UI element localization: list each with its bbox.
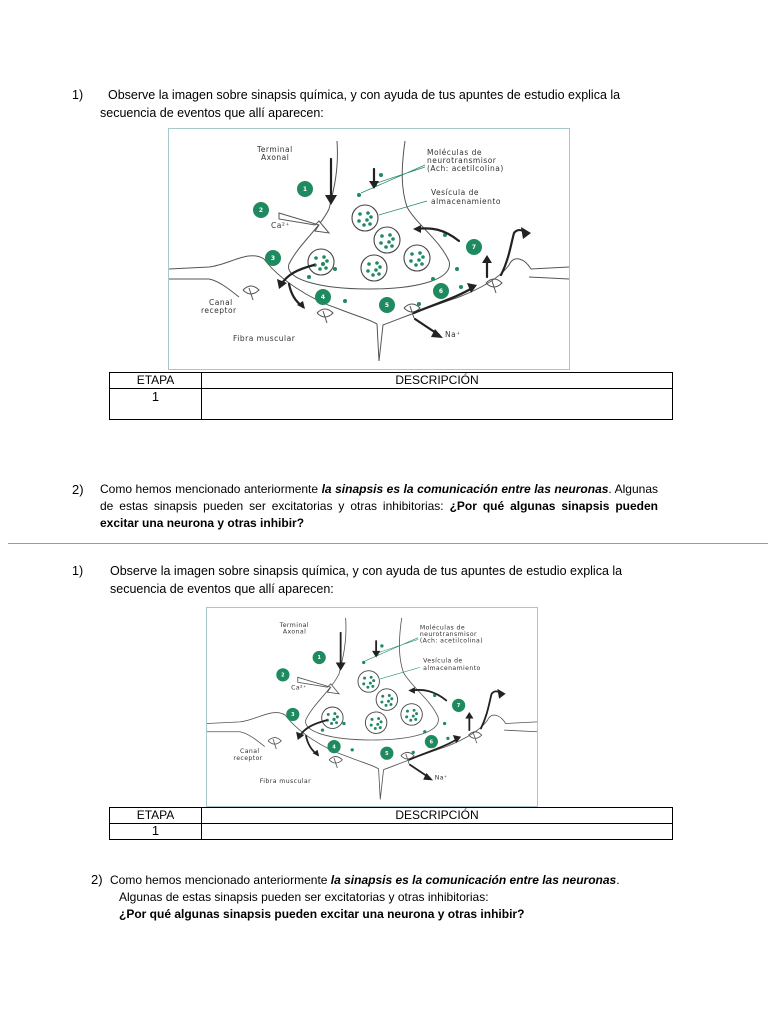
question-line-2: Algunas de estas sinapsis pueden ser excitatorias y otras inhibitorias: <box>119 890 489 904</box>
neurotransmitter-dot <box>327 713 330 716</box>
step-number-label: 2 <box>258 207 264 214</box>
neurotransmitter-dot <box>376 723 379 726</box>
neurotransmitter-dot <box>366 211 370 215</box>
neurotransmitter-dot <box>421 255 425 259</box>
neurotransmitter-dot <box>366 269 370 273</box>
neurotransmitter-dot <box>414 263 418 267</box>
neurotransmitter-dot <box>366 686 369 689</box>
neurotransmitter-dot <box>371 273 375 277</box>
step-number-label: 7 <box>471 244 477 251</box>
table-cell-etapa: 1 <box>110 824 202 840</box>
neurotransmitter-dot <box>322 255 326 259</box>
neurotransmitter-dot <box>379 241 383 245</box>
section-divider <box>8 543 768 544</box>
question-emphasis: la sinapsis es la comunicación entre las neuronas <box>321 482 609 496</box>
vesicle <box>376 689 397 710</box>
table-header-etapa: ETAPA <box>110 373 202 389</box>
question-text-cont: . Algunas de estas sinapsis pueden ser excitatorias y otras inhibitorias: <box>100 482 658 513</box>
receptor-channel-icon <box>486 279 502 293</box>
neurotransmitter-dot <box>363 677 366 680</box>
question-line-2: secuencia de eventos que allí aparecen: <box>110 582 334 596</box>
neurotransmitter-dot <box>409 719 412 722</box>
neurotransmitter-dot <box>357 219 361 223</box>
question-text-cont: . <box>616 873 620 887</box>
vesicle <box>401 704 422 725</box>
neurotransmitter-dot <box>390 244 394 248</box>
question-text: Como hemos mencionado anteriormente <box>100 482 322 496</box>
step-number-label: 2 <box>281 672 285 679</box>
neurotransmitter-dot <box>321 728 324 731</box>
neurotransmitter-dot <box>374 268 378 272</box>
question-number: 2) <box>91 872 103 887</box>
label-canal: Canal <box>240 748 260 756</box>
neurotransmitter-dot <box>387 240 391 244</box>
neurotransmitter-dot <box>390 697 393 700</box>
neurotransmitter-dot <box>405 715 408 718</box>
step-number-label: 5 <box>385 750 389 757</box>
label-axonal: Axonal <box>261 153 290 162</box>
neurotransmitter-dot <box>415 712 418 715</box>
neurotransmitter-dot <box>377 272 381 276</box>
question-1-bottom <box>72 562 672 602</box>
neurotransmitter-dot <box>333 712 336 715</box>
neurotransmitter-dot <box>423 730 426 733</box>
receptor-channel-icon <box>329 757 342 769</box>
step-number-label: 1 <box>302 186 308 193</box>
table-header-etapa: ETAPA <box>110 808 202 824</box>
neurotransmitter-dot <box>380 234 384 238</box>
label-neurotransmisor: neurotransmisor <box>427 156 497 165</box>
arrowhead-icon <box>497 689 505 699</box>
question-line-2: secuencia de eventos que allí aparecen: <box>100 106 324 120</box>
neurotransmitter-dot <box>314 256 318 260</box>
step-number-label: 6 <box>429 739 434 746</box>
arrowhead-icon <box>336 662 346 670</box>
label-ach: (Ach: acetilcolina) <box>419 637 484 645</box>
label-calcium: Ca²⁺ <box>271 221 290 230</box>
neurotransmitter-dot <box>368 222 372 226</box>
arrowhead-icon <box>372 651 380 658</box>
neurotransmitter-dot <box>385 704 388 707</box>
neurotransmitter-dot <box>371 685 374 688</box>
neurotransmitter-dot <box>388 694 391 697</box>
step-number-label: 3 <box>270 255 276 262</box>
neurotransmitter-dot <box>431 277 435 281</box>
vesicle <box>374 227 400 253</box>
neurotransmitter-dot <box>412 715 415 718</box>
arrowhead-icon <box>467 283 477 293</box>
neurotransmitter-dot <box>318 267 322 271</box>
neurotransmitter-dot <box>377 717 380 720</box>
muscle-fold <box>529 277 569 279</box>
arrowhead-icon <box>465 712 473 719</box>
label-neurotransmisor: neurotransmisor <box>419 631 477 639</box>
neurotransmitter-dot <box>391 237 395 241</box>
neurotransmitter-dot <box>446 737 449 740</box>
muscle-fold <box>207 732 265 747</box>
label-sodium: Na⁺ <box>434 774 448 782</box>
neurotransmitter-dot <box>418 251 422 255</box>
question-emphasis: la sinapsis es la comunicación entre las neuronas <box>330 873 617 887</box>
neurotransmitter-dot <box>307 275 311 279</box>
neurotransmitter-dot <box>332 718 335 721</box>
neurotransmitter-dot <box>380 644 383 647</box>
question-2-top <box>72 481 658 535</box>
receptor-channel-icon <box>469 732 482 744</box>
neurotransmitter-dot <box>389 703 392 706</box>
neurotransmitter-dot <box>381 695 384 698</box>
neurotransmitter-dot <box>414 718 417 721</box>
vesicle <box>352 205 378 231</box>
arrowhead-icon <box>408 687 415 694</box>
arrowhead-icon <box>482 255 492 263</box>
table-header-descripcion: DESCRIPCIÓN <box>202 808 673 824</box>
neurotransmitter-dot <box>417 258 421 262</box>
neurotransmitter-dot <box>325 259 329 263</box>
vesicle <box>365 712 386 733</box>
stages-table-top <box>109 372 673 420</box>
neurotransmitter-dot <box>321 262 325 266</box>
neurotransmitter-dot <box>365 218 369 222</box>
neurotransmitter-dot <box>379 173 383 177</box>
neurotransmitter-dot <box>455 267 459 271</box>
neurotransmitter-dot <box>380 720 383 723</box>
label-moleculas: Moléculas de <box>419 624 466 632</box>
label-vesicula: Vesícula de <box>431 188 479 197</box>
neurotransmitter-dot <box>370 676 373 679</box>
question-2-bottom <box>91 872 671 928</box>
neurotransmitter-dot <box>351 748 354 751</box>
label-axonal: Axonal <box>282 628 307 636</box>
label-sodium: Na⁺ <box>445 330 461 339</box>
neurotransmitter-dot <box>369 215 373 219</box>
receptor-channel-icon <box>317 309 333 323</box>
stages-table-bottom <box>109 807 673 840</box>
question-number: 1) <box>72 564 84 578</box>
neurotransmitter-dot <box>362 661 365 664</box>
step-number-label: 1 <box>317 655 321 662</box>
neurotransmitter-dot <box>370 724 373 727</box>
neurotransmitter-dot <box>330 722 333 725</box>
arrowhead-icon <box>413 225 421 233</box>
muscle-fold <box>169 279 239 297</box>
question-1-top <box>72 86 672 126</box>
table-cell-descripcion[interactable] <box>202 824 673 840</box>
neurotransmitter-dot <box>387 700 390 703</box>
muscle-fold <box>504 730 537 732</box>
step-number-label: 4 <box>332 744 336 751</box>
receptor-channel-icon <box>243 286 259 300</box>
label-receptor: receptor <box>201 306 237 315</box>
neurotransmitter-dot <box>375 261 379 265</box>
step-number-label: 4 <box>320 294 326 301</box>
neurotransmitter-dot <box>342 722 345 725</box>
vesicle <box>322 707 343 728</box>
label-vesicula: Vesícula de <box>423 657 463 665</box>
step-number-label: 5 <box>384 302 390 309</box>
neurotransmitter-dot <box>380 701 383 704</box>
neurotransmitter-dot <box>343 299 347 303</box>
neurotransmitter-dot <box>367 262 371 266</box>
arrowhead-icon <box>521 227 531 239</box>
question-text: Como hemos mencionado anteriormente <box>110 873 331 887</box>
step-number-label: 6 <box>438 288 444 295</box>
label-almacenamiento: almacenamiento <box>431 197 501 206</box>
question-bold: ¿Por qué algunas sinapsis pueden excitar una neurona y otras inhibir? <box>119 907 525 921</box>
neurotransmitter-dot <box>406 710 409 713</box>
neurotransmitter-dot <box>369 682 372 685</box>
neurotransmitter-dot <box>420 262 424 266</box>
table-header-descripcion: DESCRIPCIÓN <box>202 373 673 389</box>
arrowhead-icon <box>369 181 379 189</box>
neurotransmitter-dot <box>333 267 337 271</box>
curved-arrow-icon <box>412 690 447 700</box>
label-terminal: Terminal <box>257 145 293 154</box>
question-line-1: Observe la imagen sobre sinapsis química, y con ayuda de tus apuntes de estudio explica la <box>110 564 623 578</box>
question-line-1: Observe la imagen sobre sinapsis química, y con ayuda de tus apuntes de estudio explica la <box>108 88 621 102</box>
arrowhead-icon <box>453 735 461 743</box>
question-number: 2) <box>72 482 84 497</box>
receptor-channel-icon <box>268 738 281 750</box>
neurotransmitter-dot <box>324 266 328 270</box>
neurotransmitter-dot <box>362 223 366 227</box>
label-fibra-muscular: Fibra muscular <box>259 777 312 785</box>
label-almacenamiento: almacenamiento <box>423 664 481 672</box>
neurotransmitter-dot <box>384 245 388 249</box>
label-fibra-muscular: Fibra muscular <box>233 334 296 343</box>
step-number-label: 7 <box>456 703 461 709</box>
label-calcium: Ca²⁺ <box>291 684 307 692</box>
question-bold: ¿Por qué algunas sinapsis pueden excitar una neurona y otras inhibir? <box>100 499 658 530</box>
neurotransmitter-dot <box>409 259 413 263</box>
neurotransmitter-dot <box>379 726 382 729</box>
question-number: 1) <box>72 88 84 102</box>
curved-arrow-icon <box>417 228 459 241</box>
neurotransmitter-dot <box>335 721 338 724</box>
neurotransmitter-dot <box>371 718 374 721</box>
label-receptor: receptor <box>233 754 263 762</box>
arrowhead-icon <box>325 195 337 205</box>
neurotransmitter-dot <box>357 193 361 197</box>
vesicle <box>308 249 334 275</box>
label-ach: (Ach: acetilcolina) <box>427 164 504 173</box>
neurotransmitter-dot <box>372 679 375 682</box>
table-cell-descripcion[interactable] <box>202 389 673 420</box>
neurotransmitter-dot <box>362 682 365 685</box>
vesicle <box>361 255 387 281</box>
label-moleculas: Moléculas de <box>427 148 482 157</box>
neurotransmitter-dot <box>336 715 339 718</box>
neurotransmitter-dot <box>459 285 463 289</box>
neurotransmitter-dot <box>358 212 362 216</box>
neurotransmitter-dot <box>412 751 415 754</box>
vesicle <box>358 671 379 692</box>
neurotransmitter-dot <box>378 265 382 269</box>
step-number-label: 3 <box>291 712 295 719</box>
vesicle <box>404 245 430 271</box>
label-terminal: Terminal <box>279 621 309 629</box>
label-canal: Canal <box>209 298 233 307</box>
synapse-diagram-bottom <box>206 607 538 807</box>
neurotransmitter-dot <box>410 252 414 256</box>
neurotransmitter-dot <box>374 727 377 730</box>
neurotransmitter-dot <box>417 302 421 306</box>
neurotransmitter-dot <box>413 709 416 712</box>
synapse-diagram-top <box>168 128 570 370</box>
neurotransmitter-dot <box>388 233 392 237</box>
table-cell-etapa: 1 <box>110 389 202 420</box>
neurotransmitter-dot <box>443 722 446 725</box>
